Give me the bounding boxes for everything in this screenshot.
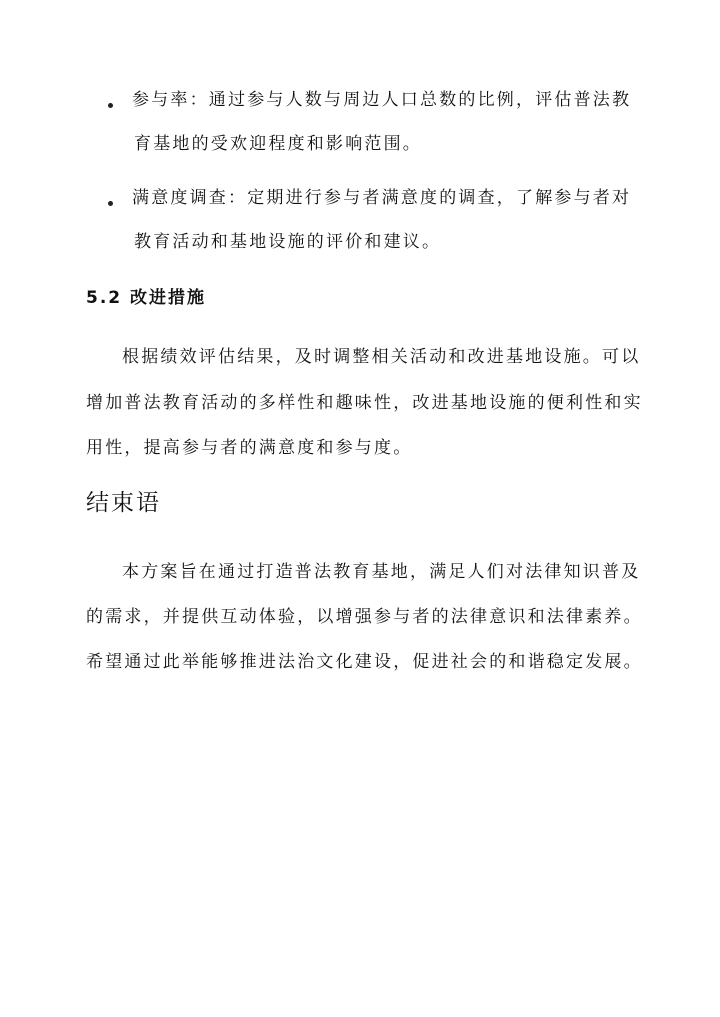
section-heading-conclusion: 结束语 [86,490,161,516]
bullet-text-line: 育基地的受欢迎程度和影响范围。 [134,134,422,154]
paragraph-line: 根据绩效评估结果，及时调整相关活动和改进基地设施。可以 [122,347,641,367]
section-heading-improvement: 5.2 改进措施 [86,288,207,308]
paragraph-line: 用性，提高参与者的满意度和参与度。 [86,438,413,458]
paragraph-line: 增加普法教育活动的多样性和趣味性，改进基地设施的便利性和实 [86,393,643,413]
bullet-dot-icon [108,103,113,108]
bullet-dot-icon [108,201,113,206]
bullet-text-line: 满意度调查：定期进行参与者满意度的调查，了解参与者对 [132,188,632,208]
paragraph-line: 希望通过此举能够推进法治文化建设，促进社会的和谐稳定发展。 [86,652,643,672]
paragraph-line: 的需求，并提供互动体验，以增强参与者的法律意识和法律素养。 [86,607,643,627]
paragraph-line: 本方案旨在通过打造普法教育基地，满足人们对法律知识普及 [122,562,641,582]
bullet-text-line: 教育活动和基地设施的评价和建议。 [134,232,442,252]
bullet-text-line: 参与率：通过参与人数与周边人口总数的比例，评估普法教 [132,90,632,110]
